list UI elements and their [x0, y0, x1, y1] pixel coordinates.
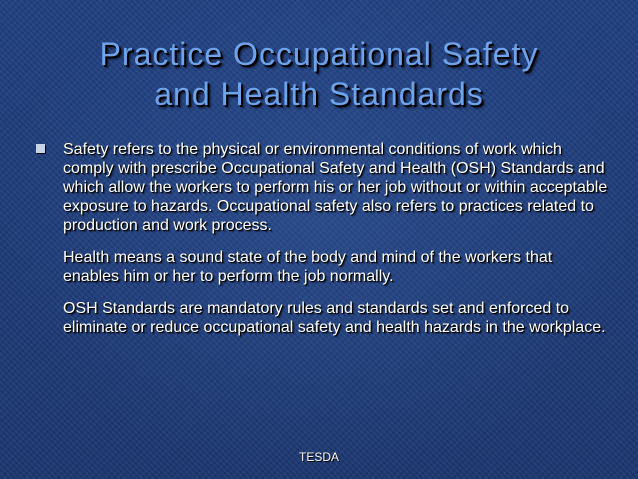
paragraph-osh-standards	[36, 299, 608, 337]
paragraph-osh-text: OSH Standards are mandatory rules and standards set and enforced to eliminate or reduce occupational safety and health hazards in the workplace.	[63, 300, 606, 336]
paragraph-safety-text: Safety refers to the physical or environmental conditions of work which comply with prescribe Occupational Safety and Health (OSH) Standards and which allow the workers to perform his or her job without or within acceptable exposure to hazards. Occupational safety also refers to practices related to production and work process.	[63, 141, 608, 234]
square-bullet-icon	[36, 144, 45, 153]
slide-body	[36, 140, 608, 350]
title-line-1: Practice Occupational Safety	[99, 36, 539, 72]
slide-footer: TESDA	[298, 450, 339, 464]
paragraph-health	[36, 248, 608, 286]
paragraph-health-text: Health means a sound state of the body and mind of the workers that enables him or her to perform the job normally.	[63, 249, 553, 285]
slide-title	[20, 34, 618, 114]
title-line-2: and Health Standards	[154, 76, 484, 112]
paragraph-safety	[36, 140, 608, 235]
